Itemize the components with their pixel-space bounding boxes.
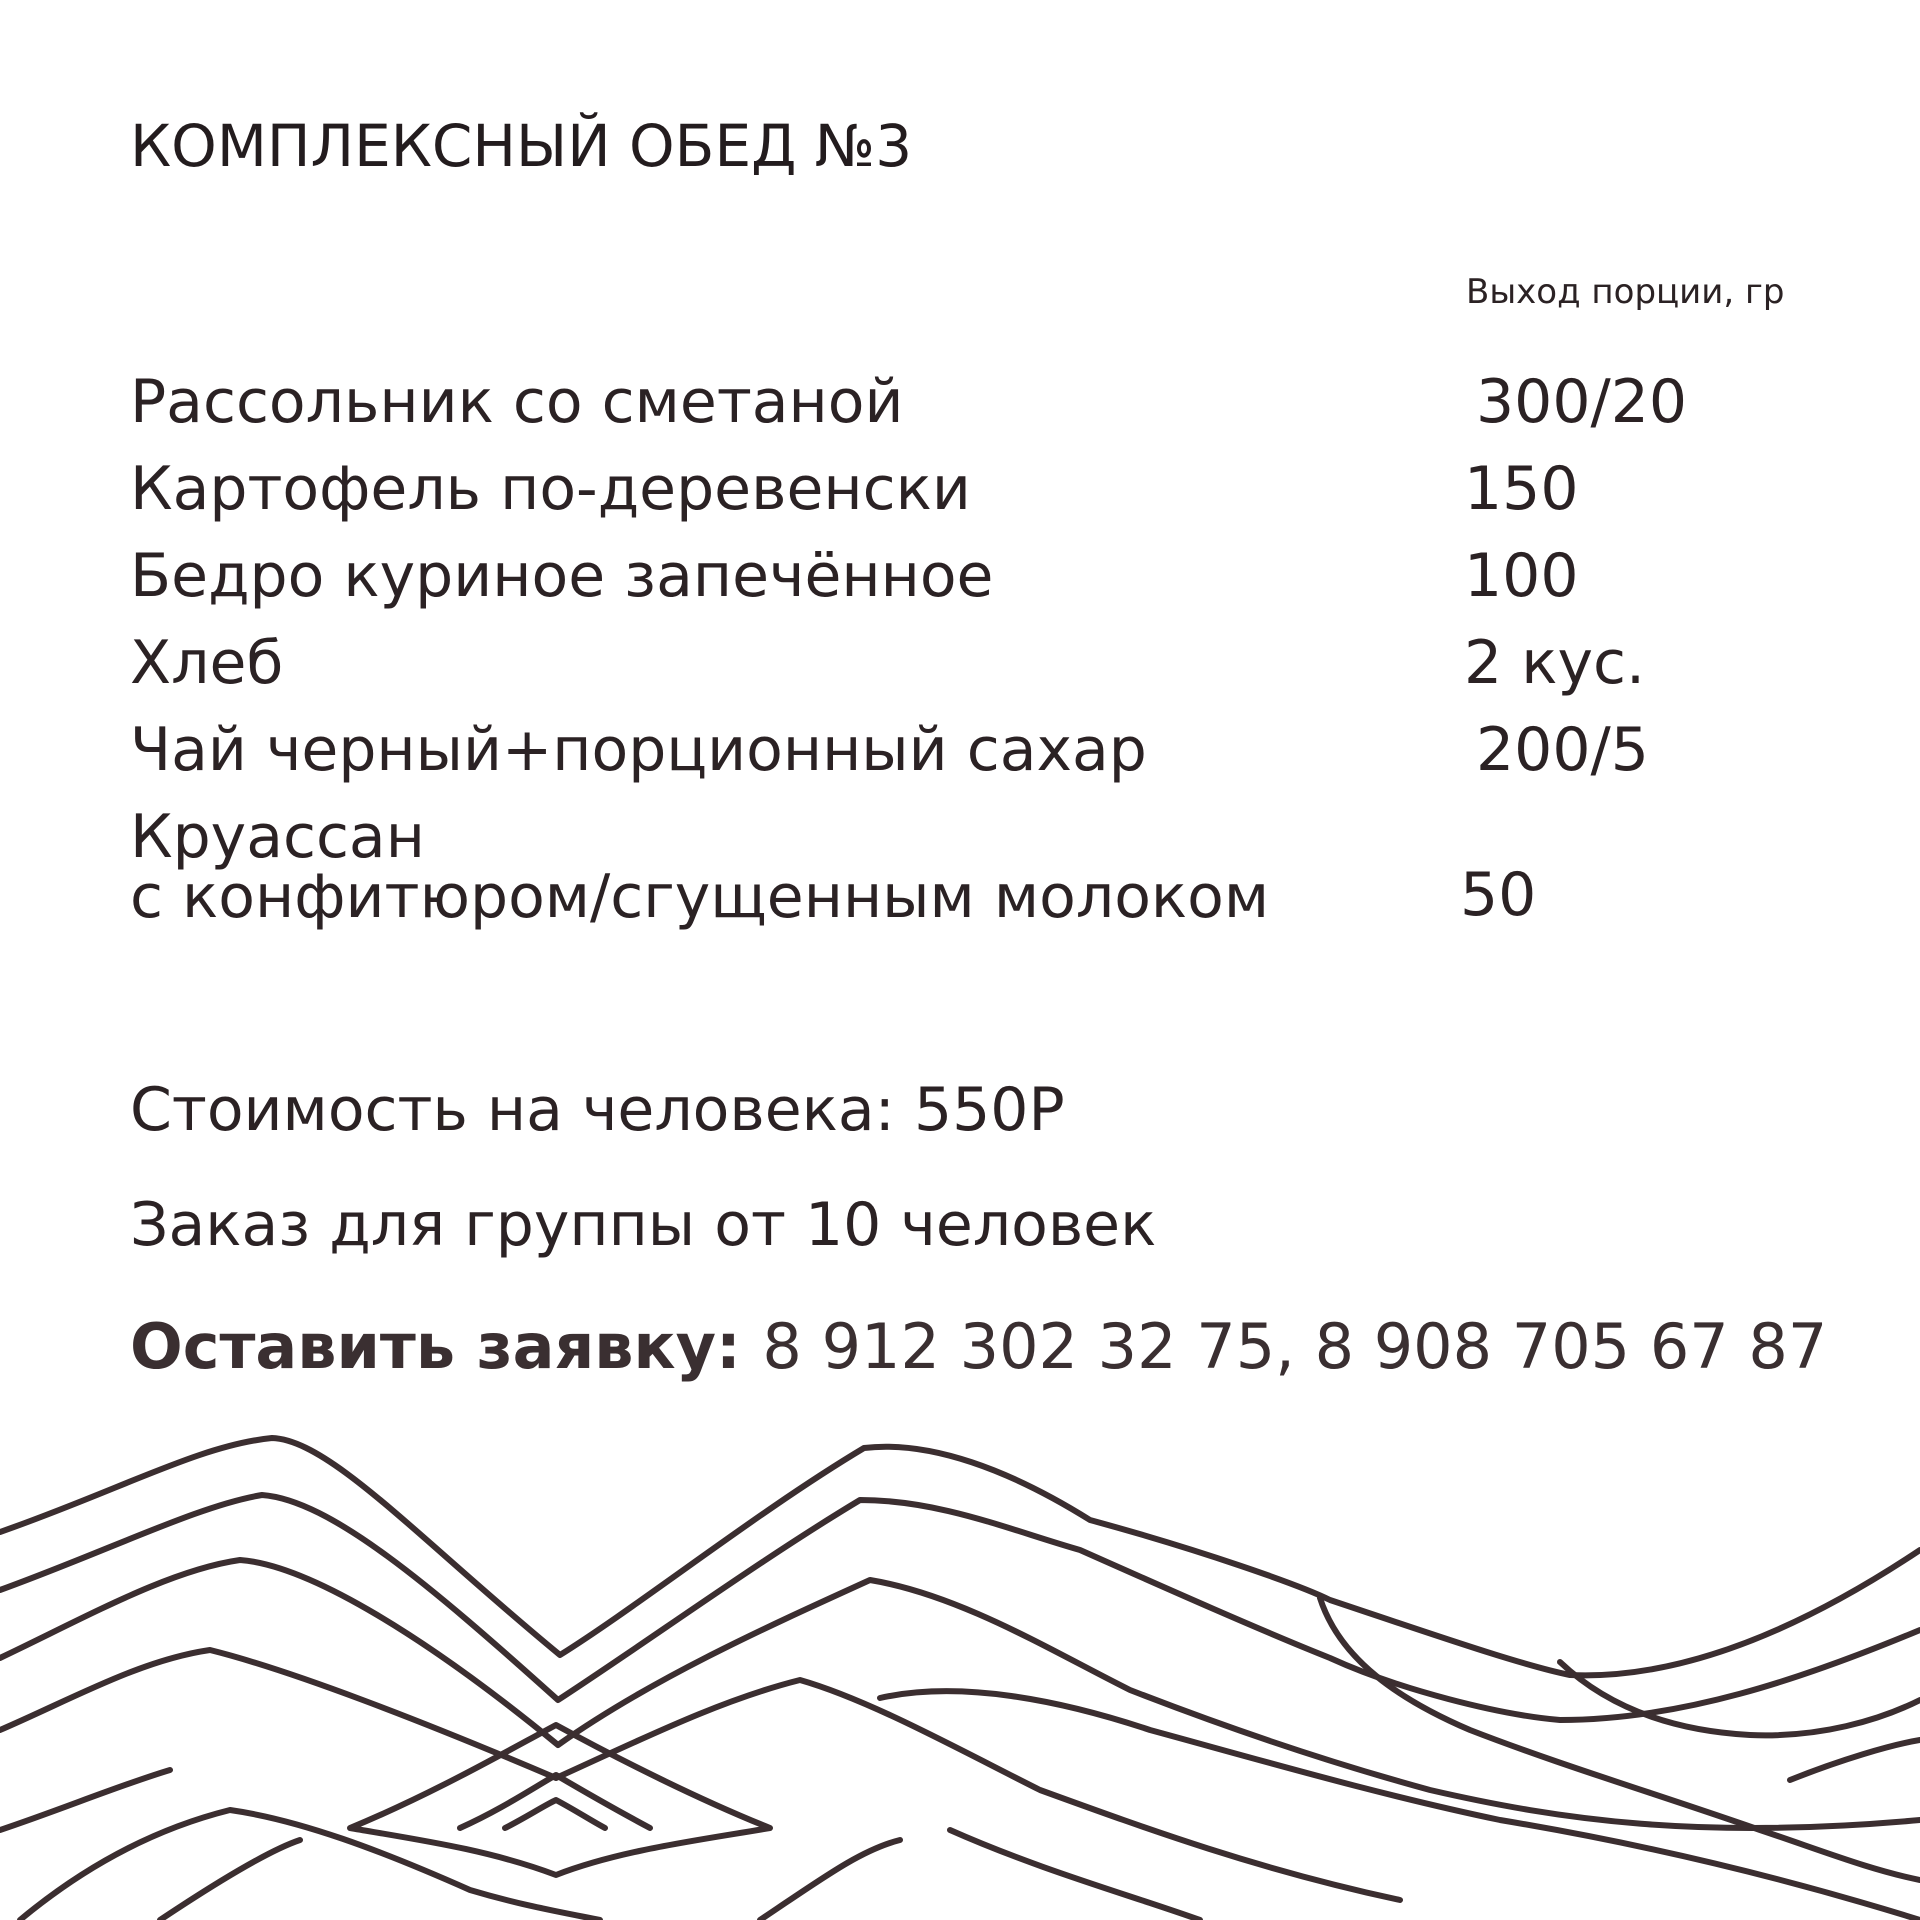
menu-item-yield: 200/5 xyxy=(1476,715,1649,785)
menu-item-yield: 2 кус. xyxy=(1464,628,1646,698)
group-order-note: Заказ для группы от 10 человек xyxy=(130,1190,1157,1260)
menu-item-yield: 50 xyxy=(1460,860,1537,930)
menu-item-yield: 100 xyxy=(1464,541,1579,611)
mountains-illustration xyxy=(0,1400,1920,1920)
menu-item-yield: 150 xyxy=(1464,454,1579,524)
menu-item-yield: 300/20 xyxy=(1476,367,1688,437)
price-per-person: Стоимость на человека: 550Р xyxy=(130,1075,1065,1145)
mountain-ridge-line xyxy=(0,1770,170,1830)
menu-item xyxy=(130,628,1830,721)
menu-item xyxy=(130,541,1830,634)
mountain-ridge-line xyxy=(160,1840,300,1920)
mountain-ridge-line xyxy=(950,1830,1200,1920)
mountain-ridge-line xyxy=(1790,1740,1920,1780)
mountain-chevron-line xyxy=(505,1800,605,1828)
menu-item-name: Круассан с конфитюром/сгущенным молоком xyxy=(130,802,1270,932)
menu-item xyxy=(130,802,1830,957)
menu-item-name: Картофель по-деревенски xyxy=(130,454,971,524)
mountain-ridge-line xyxy=(880,1691,1920,1920)
contact-phones[interactable]: 8 912 302 32 75, 8 908 705 67 87 xyxy=(762,1310,1828,1383)
order-contact xyxy=(130,1310,1827,1383)
mountain-ridge-line xyxy=(760,1840,900,1920)
yield-column-header: Выход порции, гр xyxy=(1466,272,1785,312)
contact-label: Оставить заявку: xyxy=(130,1310,741,1383)
menu-item-name: Хлеб xyxy=(130,628,284,698)
menu-item xyxy=(130,454,1830,547)
menu-item-name: Чай черный+порционный сахар xyxy=(130,715,1147,785)
page-title: КОМПЛЕКСНЫЙ ОБЕД №3 xyxy=(130,112,913,180)
menu-item xyxy=(130,715,1830,808)
menu-item-name: Бедро куриное запечённое xyxy=(130,541,994,611)
mountain-ridge-line xyxy=(1320,1598,1920,1880)
mountain-ridge-line xyxy=(0,1438,1920,1675)
mountain-ridge-line xyxy=(0,1650,1400,1900)
menu-item xyxy=(130,367,1830,460)
menu-item-name: Рассольник со сметаной xyxy=(130,367,904,437)
